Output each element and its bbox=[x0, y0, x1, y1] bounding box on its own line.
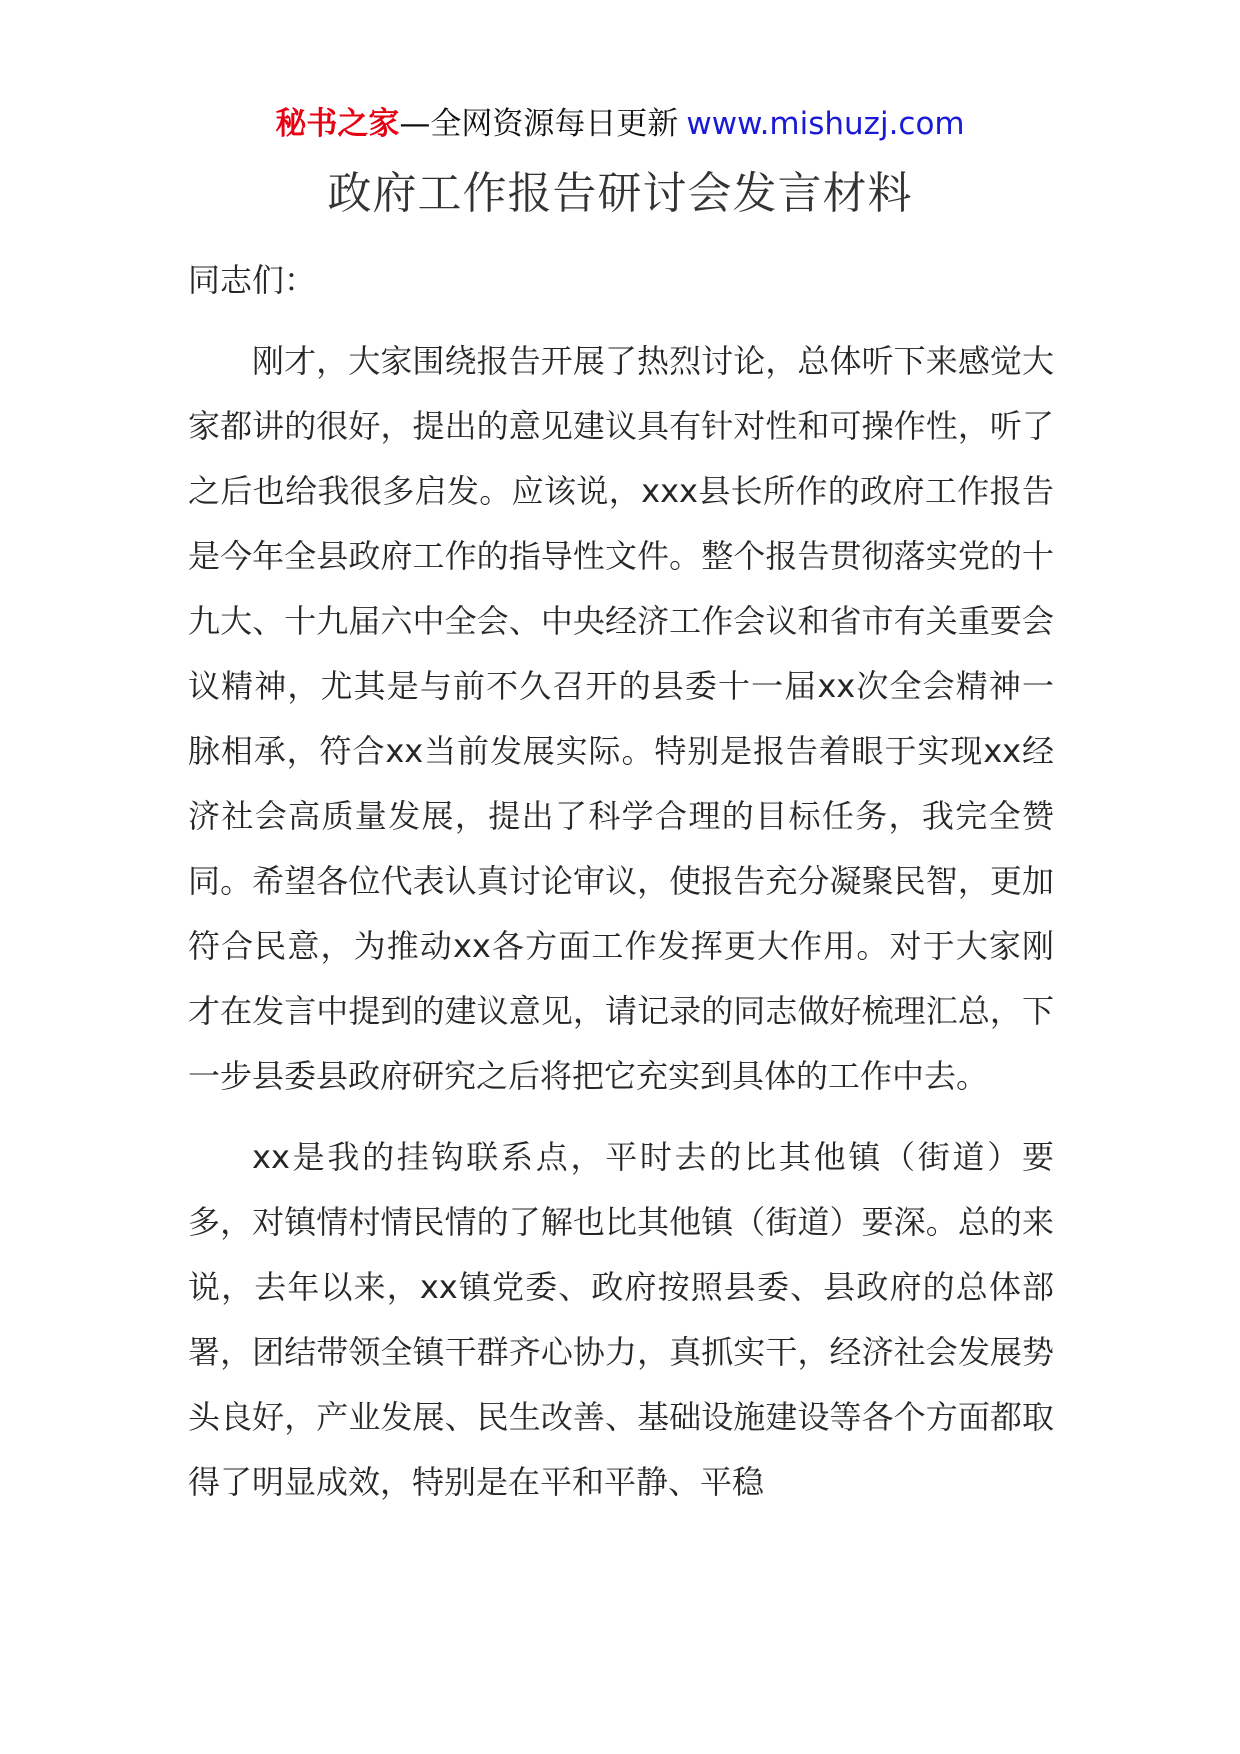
site-url-link[interactable]: www.mishuzj.com bbox=[686, 106, 965, 142]
salutation: 同志们： bbox=[188, 261, 317, 299]
document-title: 政府工作报告研讨会发言材料 bbox=[327, 168, 913, 219]
site-header bbox=[0, 104, 1240, 144]
document-body bbox=[188, 248, 1054, 1531]
header-tagline: —全网资源每日更新 bbox=[399, 106, 679, 142]
paragraph-2: xx是我的挂钩联系点，平时去的比其他镇（街道）要多，对镇情村情民情的了解也比其他镇（街道）要深。总的来说，去年以来，xx镇党委、政府按照县委、县政府的总体部署，团结带领全镇干群齐心协力，真抓实干，经济社会发展势头良好，产业发展、民生改善、基础设施建设等各个方面都取得了明显成效，特别是在平和平静、平稳 bbox=[188, 1138, 1054, 1501]
paragraph-1: 刚才，大家围绕报告开展了热烈讨论，总体听下来感觉大家都讲的很好，提出的意见建议具有针对性和可操作性，听了之后也给我很多启发。应该说，xxx县长所作的政府工作报告是今年全县政府工作的指导性文件。整个报告贯彻落实党的十九大、十九届六中全会、中央经济工作会议和省市有关重要会议精神，尤其是与前不久召开的县委十一届xx次全会精神一脉相承，符合xx当前发展实际。特别是报告着眼于实现xx经济社会高质量发展，提出了科学合理的目标任务，我完全赞同。希望各位代表认真讨论审议，使报告充分凝聚民智，更加符合民意，为推动xx各方面工作发挥更大作用。对于大家刚才在发言中提到的建议意见，请记录的同志做好梳理汇总，下一步县委县政府研究之后将把它充实到具体的工作中去。 bbox=[188, 342, 1054, 1095]
brand-name: 秘书之家 bbox=[275, 106, 400, 142]
